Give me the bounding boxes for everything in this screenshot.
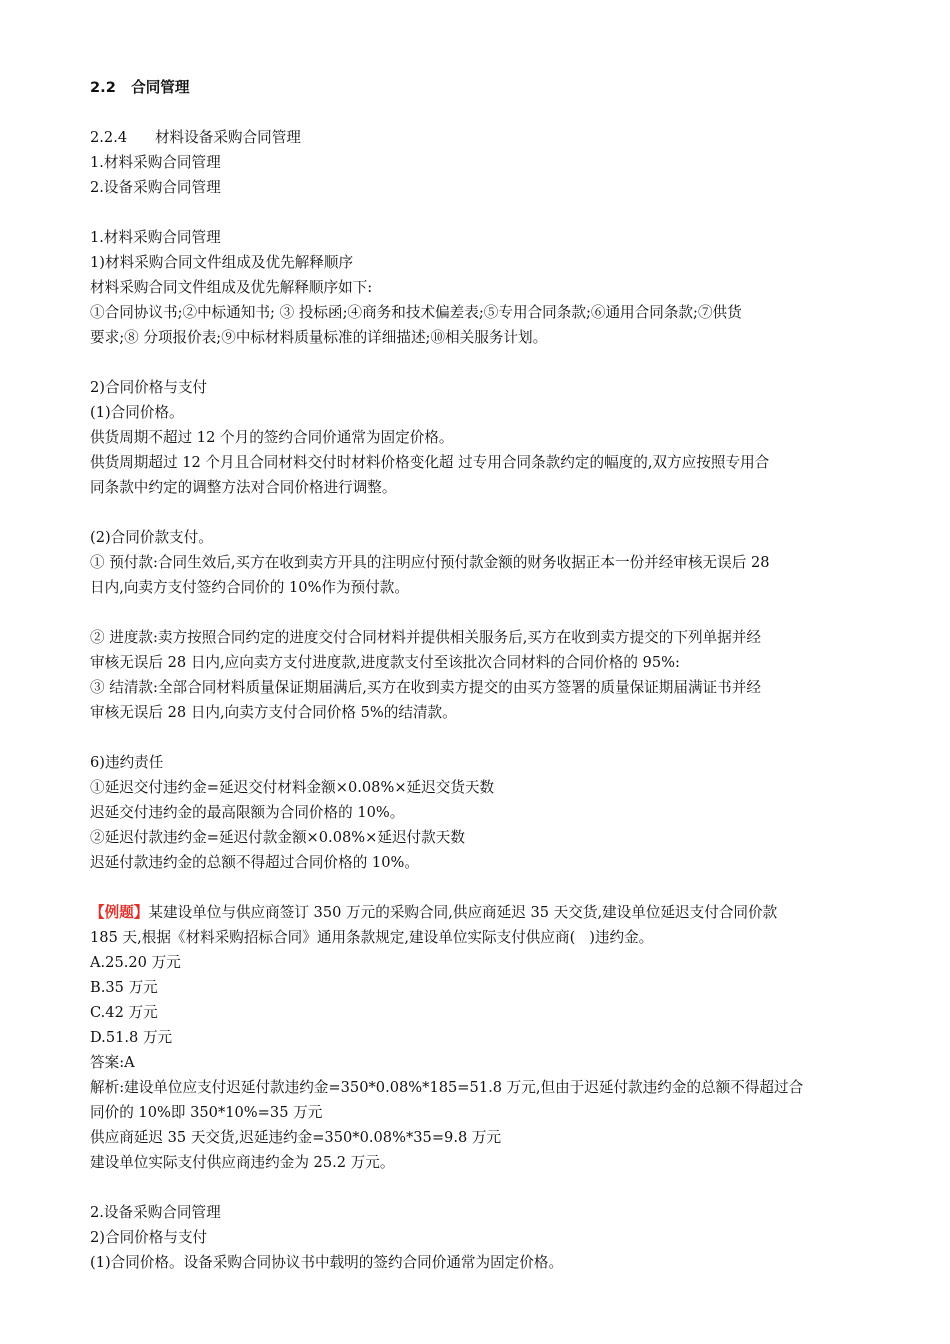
text-line: 供货周期不超过 12 个月的签约合同价通常为固定价格。 xyxy=(90,429,454,446)
text-line: ③ 结清款:全部合同材料质量保证期届满后,买方在收到卖方提交的由买方签署的质量保证期届满证书并经 xyxy=(90,679,761,696)
text-line: 要求;⑧ 分项报价表;⑨中标材料质量标准的详细描述;⑩相关服务计划。 xyxy=(90,329,548,346)
text-line: 迟延付款违约金的总额不得超过合同价格的 10%。 xyxy=(90,854,419,871)
text-line: ①延迟交付违约金=延迟交付材料金额×0.08%×延迟交货天数 xyxy=(90,779,495,796)
text-line: 2.设备采购合同管理 xyxy=(90,1204,221,1221)
text-line: 供货周期超过 12 个月且合同材料交付时材料价格变化超 过专用合同条款约定的幅度的,双方应按照专用合 xyxy=(90,454,770,471)
text-line: (1)合同价格。设备采购合同协议书中载明的签约合同价通常为固定价格。 xyxy=(90,1254,564,1271)
text-line: 1.材料采购合同管理 xyxy=(90,154,221,171)
analysis-line: 解析:建设单位应支付迟延付款违约金=350*0.08%*185=51.8 万元,但由于迟延付款违约金的总额不得超过合 xyxy=(90,1079,804,1096)
text-line: 审核无误后 28 日内,向卖方支付合同价格 5%的结清款。 xyxy=(90,704,457,721)
text-line: ② 进度款:卖方按照合同约定的进度交付合同材料并提供相关服务后,买方在收到卖方提交的下列单据并经 xyxy=(90,629,761,646)
text-line: ②延迟付款违约金=延迟付款金额×0.08%×延迟付款天数 xyxy=(90,829,465,846)
example-question xyxy=(90,901,890,925)
text-line: 2)合同价格与支付 xyxy=(90,1229,208,1246)
option-d: D.51.8 万元 xyxy=(90,1029,173,1046)
option-b: B.35 万元 xyxy=(90,979,158,996)
text-line: (1)合同价格。 xyxy=(90,404,184,421)
example-tag: 【例题】 xyxy=(90,904,149,921)
text-line: 迟延交付违约金的最高限额为合同价格的 10%。 xyxy=(90,804,405,821)
text-line: 材料采购合同文件组成及优先解释顺序如下: xyxy=(90,279,373,296)
text-line: ①合同协议书;②中标通知书; ③ 投标函;④商务和技术偏差表;⑤专用合同条款;⑥通用合同条款;⑦供货 xyxy=(90,304,742,321)
text-line: 1.材料采购合同管理 xyxy=(90,229,221,246)
section-heading: 2.2 合同管理 xyxy=(90,79,190,96)
text-line: 1)材料采购合同文件组成及优先解释顺序 xyxy=(90,254,354,271)
text-line: 2)合同价格与支付 xyxy=(90,379,208,396)
text-line: 日内,向卖方支付签约合同价的 10%作为预付款。 xyxy=(90,579,409,596)
text-line: 6)违约责任 xyxy=(90,754,164,771)
text-line: 2.设备采购合同管理 xyxy=(90,179,221,196)
text-line: 2.2.4 材料设备采购合同管理 xyxy=(90,129,301,146)
text-line: 同条款中约定的调整方法对合同价格进行调整。 xyxy=(90,479,397,496)
answer: 答案:A xyxy=(90,1054,135,1071)
analysis-line: 同价的 10%即 350*10%=35 万元 xyxy=(90,1104,323,1121)
example-question-cont: 185 天,根据《材料采购招标合同》通用条款规定,建设单位实际支付供应商( )违约金。 xyxy=(90,929,654,946)
option-c: C.42 万元 xyxy=(90,1004,158,1021)
option-a: A.25.20 万元 xyxy=(90,954,181,971)
text-line: 审核无误后 28 日内,应向卖方支付进度款,进度款支付至该批次合同材料的合同价格的 95%: xyxy=(90,654,680,671)
analysis-line: 建设单位实际支付供应商违约金为 25.2 万元。 xyxy=(90,1154,395,1171)
analysis-line: 供应商延迟 35 天交货,迟延违约金=350*0.08%*35=9.8 万元 xyxy=(90,1129,502,1146)
text-line: ① 预付款:合同生效后,买方在收到卖方开具的注明应付预付款金额的财务收据正本一份并经审核无误后 28 xyxy=(90,554,770,571)
example-text: 某建设单位与供应商签订 350 万元的采购合同,供应商延迟 35 天交货,建设单位延迟支付合同价款 xyxy=(148,904,778,921)
text-line: (2)合同价款支付。 xyxy=(90,529,213,546)
